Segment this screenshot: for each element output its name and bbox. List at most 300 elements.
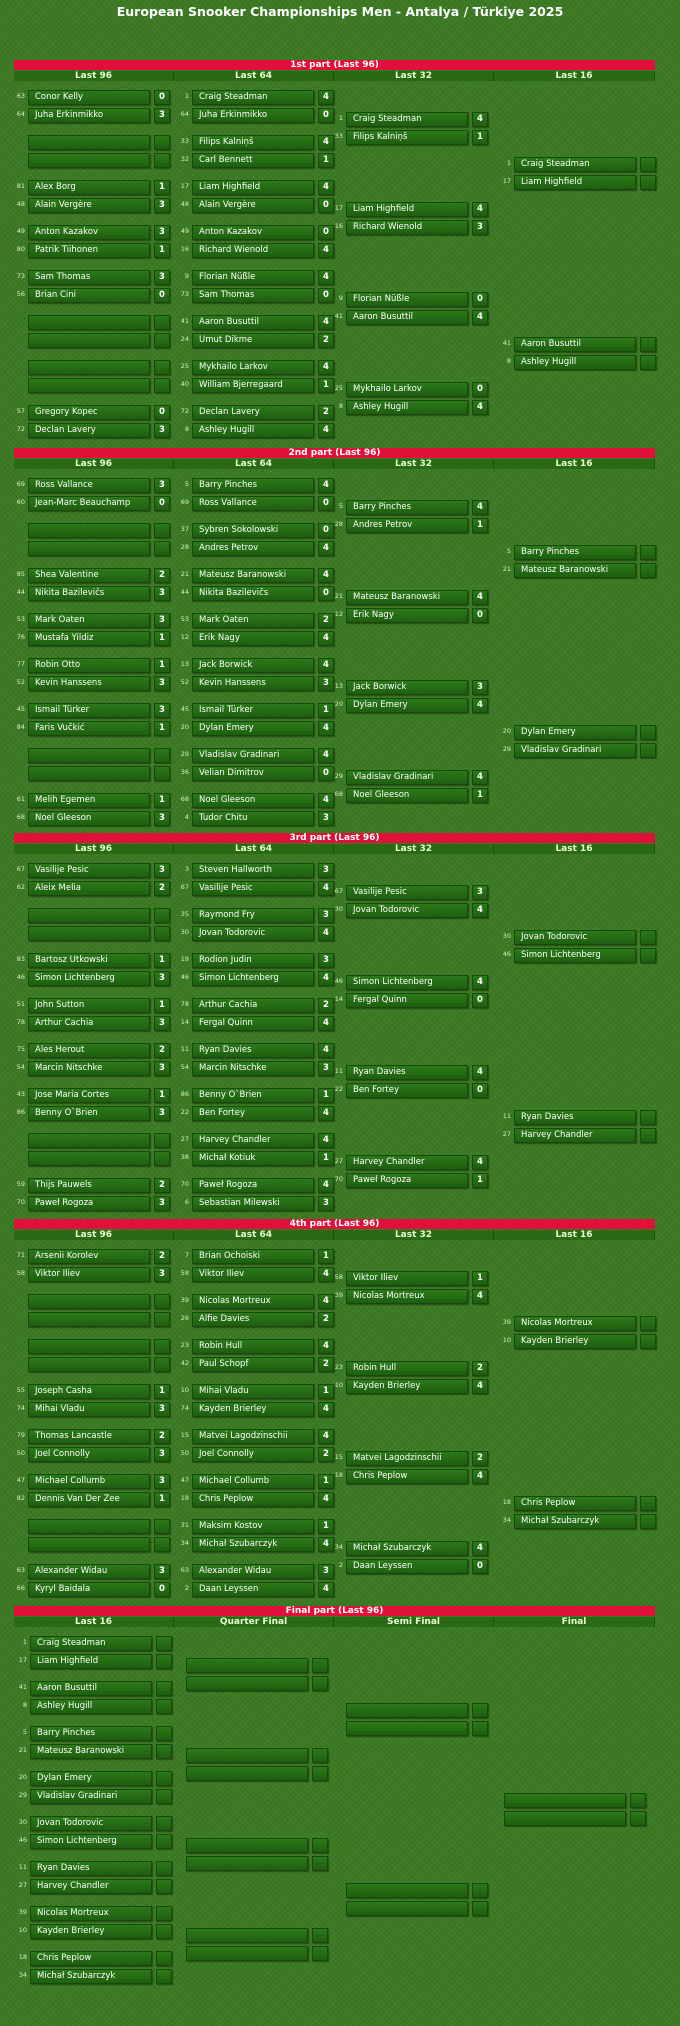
player-name[interactable]: Mateusz Baranowski: [514, 563, 636, 578]
player-name[interactable]: Erik Nagy: [192, 631, 314, 646]
player-name[interactable]: Dennis Van Der Zee: [28, 1492, 150, 1507]
player-name[interactable]: [28, 748, 150, 763]
player-name[interactable]: Nikita Bazilevičs: [28, 586, 150, 601]
seed-number: 7: [184, 1251, 189, 1259]
score-box: 3: [154, 613, 170, 628]
player-name[interactable]: Michał Szubarczyk: [192, 1537, 314, 1552]
score-box: [156, 1879, 172, 1894]
player-name[interactable]: Kyryl Baidala: [28, 1582, 150, 1597]
score-box: [640, 563, 656, 578]
player-name[interactable]: Dylan Emery: [192, 721, 314, 736]
player-name[interactable]: Jack Borwick: [192, 658, 314, 673]
score-box: [154, 135, 170, 150]
player-name[interactable]: Kayden Brierley: [346, 1379, 468, 1394]
seed-number: 50: [180, 1449, 189, 1457]
round-header: Last 16: [494, 1230, 655, 1240]
seed-number: 49: [16, 227, 25, 235]
seed-number: 10: [334, 1381, 343, 1389]
player-name[interactable]: Liam Highfield: [514, 175, 636, 190]
player-name[interactable]: Robin Hull: [192, 1339, 314, 1354]
score-box: 3: [318, 1564, 334, 1579]
player-name[interactable]: Ismail Türker: [28, 703, 150, 718]
seed-number: 25: [334, 384, 343, 392]
player-name[interactable]: [28, 1294, 150, 1309]
seed-number: 1: [506, 159, 511, 167]
player-name[interactable]: Jose Maria Cortes: [28, 1088, 150, 1103]
seed-number: 5: [22, 1728, 27, 1736]
seed-number: 11: [502, 1112, 511, 1120]
score-box: 4: [318, 1339, 334, 1354]
player-name[interactable]: Ryan Davies: [514, 1110, 636, 1125]
player-name[interactable]: Robin Otto: [28, 658, 150, 673]
part-banner: 2nd part (Last 96): [14, 448, 655, 458]
player-name[interactable]: Simon Lichtenberg: [514, 948, 636, 963]
seed-number: 17: [18, 1656, 27, 1664]
seed-number: 53: [16, 615, 25, 623]
player-name[interactable]: [28, 1133, 150, 1148]
player-name[interactable]: Mateusz Baranowski: [346, 590, 468, 605]
seed-number: 29: [334, 772, 343, 780]
player-name[interactable]: Richard Wienold: [346, 220, 468, 235]
player-name[interactable]: Michał Szubarczyk: [514, 1514, 636, 1529]
player-name[interactable]: Patrik Tiihonen: [28, 243, 150, 258]
player-name[interactable]: Nicolas Mortreux: [514, 1316, 636, 1331]
player-name[interactable]: Juha Erkinmikko: [192, 108, 314, 123]
player-name[interactable]: Ismail Türker: [192, 703, 314, 718]
player-name[interactable]: Paweł Rogoza: [28, 1196, 150, 1211]
player-name[interactable]: Michał Szubarczyk: [346, 1541, 468, 1556]
score-box: [156, 1789, 172, 1804]
seed-number: 67: [16, 865, 25, 873]
player-name[interactable]: Kayden Brierley: [30, 1924, 152, 1939]
player-name[interactable]: Jack Borwick: [346, 680, 468, 695]
seed-number: 62: [16, 883, 25, 891]
player-name[interactable]: Michael Collumb: [28, 1474, 150, 1489]
player-name[interactable]: Jovan Todorovic: [514, 930, 636, 945]
score-box: [312, 1838, 328, 1853]
player-name[interactable]: Michael Collumb: [192, 1474, 314, 1489]
player-name[interactable]: Robin Hull: [346, 1361, 468, 1376]
score-box: 0: [318, 225, 334, 240]
player-name[interactable]: Vasilije Pesic: [192, 881, 314, 896]
player-name[interactable]: Craig Steadman: [192, 90, 314, 105]
score-box: 2: [472, 1361, 488, 1376]
seed-number: 11: [334, 1067, 343, 1075]
player-name[interactable]: Noel Gleeson: [346, 788, 468, 803]
score-box: 2: [318, 998, 334, 1013]
player-name[interactable]: [28, 1357, 150, 1372]
player-name[interactable]: Ashley Hugill: [514, 355, 636, 370]
player-name[interactable]: [28, 541, 150, 556]
player-name[interactable]: Viktor Iliev: [346, 1271, 468, 1286]
player-name[interactable]: Conor Kelly: [28, 90, 150, 105]
player-name[interactable]: Mihai Vladu: [28, 1402, 150, 1417]
player-name[interactable]: Jovan Todorovic: [346, 903, 468, 918]
player-name[interactable]: Nicolas Mortreux: [346, 1289, 468, 1304]
player-name[interactable]: Ashley Hugill: [192, 423, 314, 438]
score-box: 2: [318, 405, 334, 420]
player-name[interactable]: Mark Oaten: [192, 613, 314, 628]
player-name[interactable]: Barry Pinches: [30, 1726, 152, 1741]
player-name[interactable]: Alexander Widau: [192, 1564, 314, 1579]
player-name[interactable]: Aaron Busuttil: [346, 310, 468, 325]
player-name[interactable]: [186, 1946, 308, 1961]
player-name[interactable]: Mark Oaten: [28, 613, 150, 628]
seed-number: 30: [18, 1818, 27, 1826]
player-name[interactable]: Aleix Melia: [28, 881, 150, 896]
player-name[interactable]: Arthur Cachia: [28, 1016, 150, 1031]
player-name[interactable]: Harvey Chandler: [514, 1128, 636, 1143]
seed-number: 23: [180, 1341, 189, 1349]
player-name[interactable]: Liam Highfield: [346, 202, 468, 217]
score-box: 4: [318, 748, 334, 763]
player-name[interactable]: [346, 1901, 468, 1916]
player-name[interactable]: Craig Steadman: [30, 1636, 152, 1651]
score-box: [472, 1883, 488, 1898]
player-name[interactable]: Dylan Emery: [514, 725, 636, 740]
score-box: [156, 1699, 172, 1714]
player-name[interactable]: [28, 1537, 150, 1552]
player-name[interactable]: Noel Gleeson: [28, 811, 150, 826]
player-name[interactable]: Nicolas Mortreux: [30, 1906, 152, 1921]
score-box: [312, 1748, 328, 1763]
player-name[interactable]: Filips Kalniņš: [346, 130, 468, 145]
seed-number: 14: [334, 995, 343, 1003]
player-name[interactable]: Ben Fortey: [346, 1083, 468, 1098]
player-name[interactable]: Mykhailo Larkov: [346, 382, 468, 397]
round-header: Last 64: [174, 1230, 334, 1240]
player-name[interactable]: Jean-Marc Beauchamp: [28, 496, 150, 511]
player-name[interactable]: Gregory Kopec: [28, 405, 150, 420]
seed-number: 20: [502, 727, 511, 735]
player-name[interactable]: Arsenii Korolev: [28, 1249, 150, 1264]
seed-number: 85: [16, 570, 25, 578]
player-name[interactable]: Chris Peplow: [192, 1492, 314, 1507]
player-name[interactable]: Richard Wienold: [192, 243, 314, 258]
player-name[interactable]: Maksim Kostov: [192, 1519, 314, 1534]
player-name[interactable]: Bartosz Utkowski: [28, 953, 150, 968]
player-name[interactable]: Juha Erkinmikko: [28, 108, 150, 123]
player-name[interactable]: Simon Lichtenberg: [30, 1834, 152, 1849]
player-name[interactable]: Declan Lavery: [192, 405, 314, 420]
player-name[interactable]: Simon Lichtenberg: [28, 971, 150, 986]
player-name[interactable]: Aaron Busuttil: [192, 315, 314, 330]
score-box: [640, 1514, 656, 1529]
player-name[interactable]: [346, 1721, 468, 1736]
score-box: 3: [472, 680, 488, 695]
score-box: 4: [318, 971, 334, 986]
seed-number: 39: [180, 1296, 189, 1304]
player-name[interactable]: [28, 153, 150, 168]
player-name[interactable]: Vladislav Gradinari: [346, 770, 468, 785]
player-name[interactable]: Kayden Brierley: [192, 1402, 314, 1417]
player-name[interactable]: Marcin Nitschke: [192, 1061, 314, 1076]
player-name[interactable]: Fergal Quinn: [192, 1016, 314, 1031]
player-name[interactable]: Craig Steadman: [514, 157, 636, 172]
seed-number: 68: [334, 790, 343, 798]
player-name[interactable]: Anton Kazakov: [192, 225, 314, 240]
player-name[interactable]: Alain Vergère: [192, 198, 314, 213]
score-box: 3: [472, 220, 488, 235]
player-name[interactable]: Liam Highfield: [30, 1654, 152, 1669]
player-name[interactable]: Joel Connolly: [28, 1447, 150, 1462]
player-name[interactable]: Umut Dikme: [192, 333, 314, 348]
player-name[interactable]: [186, 1748, 308, 1763]
player-name[interactable]: Mihai Vladu: [192, 1384, 314, 1399]
player-name[interactable]: [346, 1703, 468, 1718]
score-box: [154, 378, 170, 393]
player-name[interactable]: [28, 1339, 150, 1354]
page-title: European Snooker Championships Men - Antalya / Türkiye 2025: [116, 4, 564, 19]
player-name[interactable]: Brian Ochoiski: [192, 1249, 314, 1264]
player-name[interactable]: Joseph Casha: [28, 1384, 150, 1399]
seed-number: 5: [184, 480, 189, 488]
player-name[interactable]: Harvey Chandler: [30, 1879, 152, 1894]
player-name[interactable]: Chris Peplow: [514, 1496, 636, 1511]
seed-number: 64: [16, 110, 25, 118]
player-name[interactable]: [504, 1811, 626, 1826]
player-name[interactable]: Faris Vučkić: [28, 721, 150, 736]
player-name[interactable]: Ryan Davies: [30, 1861, 152, 1876]
player-name[interactable]: Andres Petrov: [346, 518, 468, 533]
seed-number: 20: [334, 700, 343, 708]
player-name[interactable]: Rodion Judin: [192, 953, 314, 968]
player-name[interactable]: [186, 1658, 308, 1673]
player-name[interactable]: Florian Nüßle: [346, 292, 468, 307]
score-box: 4: [318, 1106, 334, 1121]
player-name[interactable]: Barry Pinches: [192, 478, 314, 493]
score-box: 1: [154, 721, 170, 736]
player-name[interactable]: [28, 926, 150, 941]
player-name[interactable]: Mateusz Baranowski: [192, 568, 314, 583]
player-name[interactable]: Vladislav Gradinari: [30, 1789, 152, 1804]
player-name[interactable]: Kevin Hanssens: [192, 676, 314, 691]
player-name[interactable]: Viktor Iliev: [192, 1267, 314, 1282]
score-box: 3: [318, 1061, 334, 1076]
seed-number: 15: [180, 1431, 189, 1439]
player-name[interactable]: Andres Petrov: [192, 541, 314, 556]
player-name[interactable]: [186, 1766, 308, 1781]
score-box: 4: [318, 135, 334, 150]
player-name[interactable]: Thijs Pauwels: [28, 1178, 150, 1193]
player-name[interactable]: Paweł Rogoza: [192, 1178, 314, 1193]
score-box: [312, 1766, 328, 1781]
player-name[interactable]: Alfie Davies: [192, 1312, 314, 1327]
player-name[interactable]: Arthur Cachia: [192, 998, 314, 1013]
player-name[interactable]: Matvei Lagodzinschii: [192, 1429, 314, 1444]
seed-number: 3: [184, 865, 189, 873]
player-name[interactable]: Aaron Busuttil: [514, 337, 636, 352]
player-name[interactable]: Ryan Davies: [346, 1065, 468, 1080]
player-name[interactable]: Chris Peplow: [30, 1951, 152, 1966]
seed-number: 47: [180, 1476, 189, 1484]
player-name[interactable]: Kayden Brierley: [514, 1334, 636, 1349]
seed-number: 18: [180, 1494, 189, 1502]
round-header: Semi Final: [334, 1617, 494, 1627]
player-name[interactable]: Daan Leyssen: [346, 1559, 468, 1574]
player-name[interactable]: Fergal Quinn: [346, 993, 468, 1008]
seed-number: 18: [502, 1498, 511, 1506]
player-name[interactable]: Daan Leyssen: [192, 1582, 314, 1597]
player-name[interactable]: [186, 1838, 308, 1853]
seed-number: 42: [180, 1359, 189, 1367]
player-name[interactable]: Aaron Busuttil: [30, 1681, 152, 1696]
player-name[interactable]: Benny O`Brien: [192, 1088, 314, 1103]
player-name[interactable]: Michał Szubarczyk: [30, 1969, 152, 1984]
score-box: 4: [318, 568, 334, 583]
player-name[interactable]: Ashley Hugill: [346, 400, 468, 415]
player-name[interactable]: Anton Kazakov: [28, 225, 150, 240]
player-name[interactable]: [28, 378, 150, 393]
player-name[interactable]: [186, 1856, 308, 1871]
score-box: [640, 355, 656, 370]
player-name[interactable]: Chris Peplow: [346, 1469, 468, 1484]
player-name[interactable]: Simon Lichtenberg: [192, 971, 314, 986]
player-name[interactable]: Ryan Davies: [192, 1043, 314, 1058]
seed-number: 29: [180, 750, 189, 758]
seed-number: 30: [334, 905, 343, 913]
player-name[interactable]: Nicolas Mortreux: [192, 1294, 314, 1309]
player-name[interactable]: Benny O`Brien: [28, 1106, 150, 1121]
player-name[interactable]: Carl Bennett: [192, 153, 314, 168]
seed-number: 1: [184, 92, 189, 100]
seed-number: 46: [502, 950, 511, 958]
score-box: [154, 315, 170, 330]
player-name[interactable]: [28, 333, 150, 348]
player-name[interactable]: Michał Kotiuk: [192, 1151, 314, 1166]
player-name[interactable]: Vladislav Gradinari: [514, 743, 636, 758]
seed-number: 52: [16, 678, 25, 686]
player-name[interactable]: Sam Thomas: [28, 270, 150, 285]
score-box: [154, 766, 170, 781]
player-name[interactable]: [346, 1883, 468, 1898]
score-box: [156, 1726, 172, 1741]
round-header: Last 16: [494, 459, 655, 469]
player-name[interactable]: [28, 135, 150, 150]
player-name[interactable]: Declan Lavery: [28, 423, 150, 438]
player-name[interactable]: Ross Vallance: [192, 496, 314, 511]
player-name[interactable]: Craig Steadman: [346, 112, 468, 127]
player-name[interactable]: Harvey Chandler: [192, 1133, 314, 1148]
score-box: 4: [318, 1178, 334, 1193]
score-box: 1: [318, 1474, 334, 1489]
player-name[interactable]: [504, 1793, 626, 1808]
score-box: 0: [472, 1559, 488, 1574]
player-name[interactable]: Vasilije Pesic: [28, 863, 150, 878]
player-name[interactable]: Paweł Rogoza: [346, 1173, 468, 1188]
player-name[interactable]: [28, 1312, 150, 1327]
player-name[interactable]: [28, 315, 150, 330]
player-name[interactable]: Viktor Iliev: [28, 1267, 150, 1282]
player-name[interactable]: Simon Lichtenberg: [346, 975, 468, 990]
player-name[interactable]: William Bjerregaard: [192, 378, 314, 393]
player-name[interactable]: Jovan Todorovic: [30, 1816, 152, 1831]
player-name[interactable]: Mykhailo Larkov: [192, 360, 314, 375]
player-name[interactable]: Sam Thomas: [192, 288, 314, 303]
seed-number: 52: [180, 678, 189, 686]
player-name[interactable]: [186, 1928, 308, 1943]
score-box: 3: [318, 908, 334, 923]
score-box: 4: [318, 1582, 334, 1597]
seed-number: 39: [18, 1908, 27, 1916]
player-name[interactable]: Nikita Bazilevičs: [192, 586, 314, 601]
player-name[interactable]: Vasilije Pesic: [346, 885, 468, 900]
player-name[interactable]: Filips Kalniņš: [192, 135, 314, 150]
player-name[interactable]: Velian Dimitrov: [192, 766, 314, 781]
player-name[interactable]: [28, 1151, 150, 1166]
player-name[interactable]: Harvey Chandler: [346, 1155, 468, 1170]
player-name[interactable]: Raymond Fry: [192, 908, 314, 923]
player-name[interactable]: [28, 908, 150, 923]
score-box: [156, 1969, 172, 1984]
score-box: 4: [318, 631, 334, 646]
player-name[interactable]: Jovan Todorovic: [192, 926, 314, 941]
player-name[interactable]: Vladislav Gradinari: [192, 748, 314, 763]
seed-number: 70: [16, 1198, 25, 1206]
player-name[interactable]: Ashley Hugill: [30, 1699, 152, 1714]
player-name[interactable]: Liam Highfield: [192, 180, 314, 195]
seed-number: 74: [180, 1404, 189, 1412]
player-name[interactable]: Matvei Lagodzinschii: [346, 1451, 468, 1466]
player-name[interactable]: Erik Nagy: [346, 608, 468, 623]
player-name[interactable]: Florian Nüßle: [192, 270, 314, 285]
score-box: [630, 1793, 646, 1808]
player-name[interactable]: Barry Pinches: [346, 500, 468, 515]
player-name[interactable]: Melih Egemen: [28, 793, 150, 808]
player-name[interactable]: Noel Gleeson: [192, 793, 314, 808]
seed-number: 11: [180, 1045, 189, 1053]
seed-number: 78: [180, 1000, 189, 1008]
score-box: [472, 1703, 488, 1718]
player-name[interactable]: Steven Hallworth: [192, 863, 314, 878]
player-name[interactable]: Sebastian Milewski: [192, 1196, 314, 1211]
player-name[interactable]: Alex Borg: [28, 180, 150, 195]
player-name[interactable]: Brian Cini: [28, 288, 150, 303]
player-name[interactable]: [28, 1519, 150, 1534]
player-name[interactable]: John Sutton: [28, 998, 150, 1013]
player-name[interactable]: Sybren Sokolowski: [192, 523, 314, 538]
score-box: 1: [154, 1088, 170, 1103]
player-name[interactable]: Alain Vergère: [28, 198, 150, 213]
player-name[interactable]: Shea Valentine: [28, 568, 150, 583]
player-name[interactable]: Ross Vallance: [28, 478, 150, 493]
player-name[interactable]: [28, 360, 150, 375]
score-box: 1: [318, 1088, 334, 1103]
player-name[interactable]: Barry Pinches: [514, 545, 636, 560]
player-name[interactable]: Tudor Chitu: [192, 811, 314, 826]
player-name[interactable]: Ales Herout: [28, 1043, 150, 1058]
player-name[interactable]: Mateusz Baranowski: [30, 1744, 152, 1759]
player-name[interactable]: Ben Fortey: [192, 1106, 314, 1121]
player-name[interactable]: Joel Connolly: [192, 1447, 314, 1462]
player-name[interactable]: Thomas Lancastle: [28, 1429, 150, 1444]
seed-number: 43: [16, 1090, 25, 1098]
player-name[interactable]: [186, 1676, 308, 1691]
player-name[interactable]: [28, 766, 150, 781]
player-name[interactable]: Marcin Nitschke: [28, 1061, 150, 1076]
player-name[interactable]: Dylan Emery: [30, 1771, 152, 1786]
player-name[interactable]: Alexander Widau: [28, 1564, 150, 1579]
score-box: 0: [472, 1083, 488, 1098]
score-box: 4: [318, 793, 334, 808]
player-name[interactable]: [28, 523, 150, 538]
player-name[interactable]: Mustafa Yildiz: [28, 631, 150, 646]
player-name[interactable]: Dylan Emery: [346, 698, 468, 713]
score-box: [154, 1537, 170, 1552]
player-name[interactable]: Kevin Hanssens: [28, 676, 150, 691]
score-box: 4: [318, 721, 334, 736]
player-name[interactable]: Paul Schopf: [192, 1357, 314, 1372]
